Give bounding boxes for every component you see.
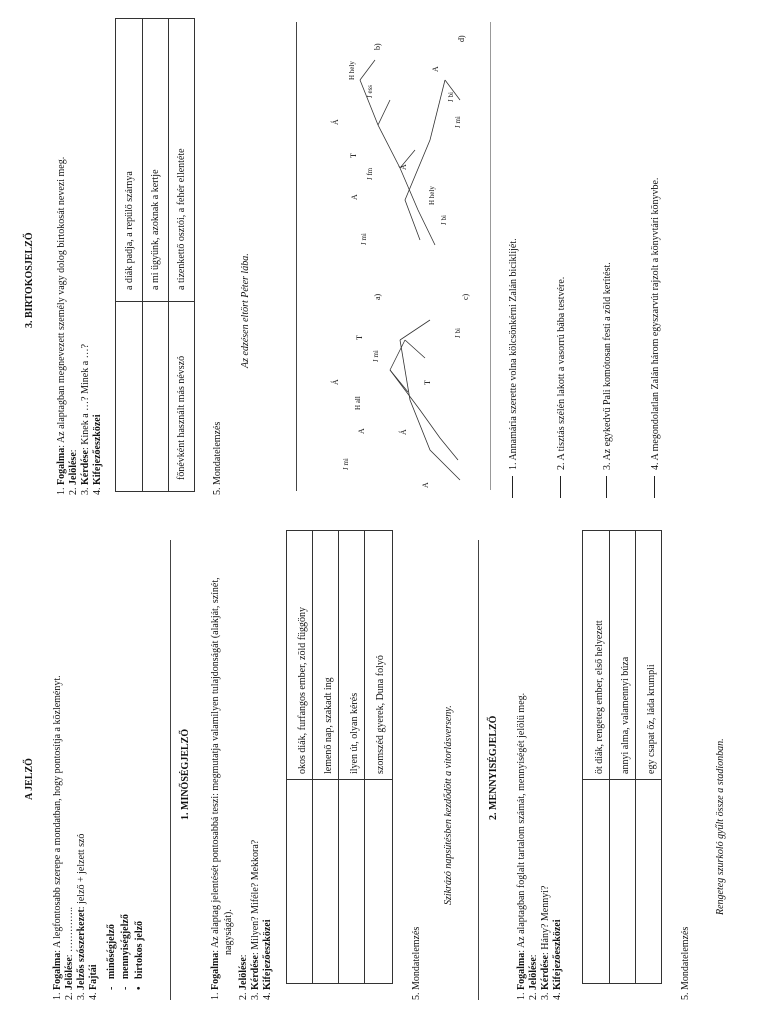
diag-tag: a)	[373, 293, 382, 300]
diag-label: J bi	[447, 92, 455, 102]
diag-tag: b)	[373, 43, 382, 50]
answer-line	[606, 476, 607, 498]
sec1-title: 1. MINŐSÉGJELZŐ	[180, 728, 191, 820]
sec1-item-1: 1. Fogalma: Az alaptag jelentését pontosabbá teszi: megmutatja valamilyen tulajdonságát (alakját, színét,	[210, 577, 221, 1000]
task-1: 1. Annamária szerette volna kölcsönkérni Zalán biciklijét.	[508, 238, 519, 470]
diag-tag: c)	[461, 293, 470, 300]
kind-2: - mennyiségjelző	[120, 914, 131, 990]
sec3-example: Az edzésen eltört Péter lába.	[240, 253, 251, 368]
main-title: A JELZŐ	[24, 758, 35, 800]
diag-label: J ess	[366, 84, 374, 98]
diag-label: A	[431, 66, 440, 72]
sec2-mondatelemzes: 5. Mondatelemzés	[680, 926, 691, 1000]
def-item-2: 2. Jelölése: …………..	[64, 906, 75, 1000]
sec3-item-2: 2. Jelölése:	[68, 449, 79, 495]
sec1-table-cell-2: lemenő nap, szakadt ing	[323, 677, 334, 774]
diag-label: J bi	[440, 215, 448, 225]
answer-line	[654, 476, 655, 498]
diag-label: J fm	[366, 167, 374, 180]
divider-end	[296, 490, 297, 491]
diag-label: H hely	[428, 186, 436, 205]
diag-label: T	[355, 335, 364, 340]
def-item-3: 3. Jelzős szószerkezet: jelző + jelzett szó	[76, 833, 87, 1000]
sec2-item-3: 3. Kérdése: Hány? Mennyi?	[540, 885, 551, 1000]
diagram-d	[405, 80, 460, 240]
diag-label: J mi	[454, 116, 462, 128]
sec1-item-4: 4. Kifejezőeszközei	[262, 919, 273, 1000]
sec1-table-cell-4: szomszéd gyerek, Duna folyó	[375, 655, 386, 774]
diag-label: Á	[331, 379, 340, 385]
diag-label: H hely	[348, 61, 356, 80]
diag-label: H all	[354, 396, 362, 410]
diag-label: A	[421, 482, 430, 488]
sec2-example: Rengeteg szurkoló gyűlt össze a stadionban.	[715, 738, 726, 915]
sec2-item-2: 2. Jelölése:	[528, 954, 539, 1000]
diag-label: Á	[399, 164, 408, 170]
sec3-table-cell-2: a mi ügyünk, azoknak a kertje	[150, 169, 161, 290]
def-item-1: 1. Fogalma: A legfontosabb szerepe a mondatban, hogy pontosítja a közleményt.	[52, 675, 63, 1000]
sec3-table-cell-3: a tizenkettő osztói, a fehér ellentéte	[176, 148, 187, 290]
kind-1: - minőségjelző	[106, 924, 117, 990]
sec1-table-cell-3: ilyen út, olyan kérés	[349, 692, 360, 774]
divider	[296, 22, 297, 490]
sec3-item-4: 4. Kifejezőeszközei	[92, 414, 103, 495]
diag-label: A	[357, 428, 366, 434]
sec3-title: 3. BIRTOKOSJELZŐ	[24, 232, 35, 328]
sec1-item-3: 3. Kérdése: Milyen? Miféle? Mekkora?	[250, 839, 261, 1000]
sec2-title: 2. MENNYISÉGJELZŐ	[488, 715, 499, 820]
diag-label: J mi	[360, 233, 368, 245]
sec2-item-4: 4. Kifejezőeszközei	[552, 919, 563, 1000]
diag-label: Á	[399, 429, 408, 435]
sec2-table-cell-1: öt diák, rengeteg ember, első helyezett	[594, 620, 605, 774]
kind-3: • birtokos jelző	[134, 920, 145, 990]
def-item-4: 4. Fajtái	[88, 964, 99, 1000]
diag-label: J mi	[372, 350, 380, 362]
diag-label: J bi	[454, 328, 462, 338]
sec2-table-cell-2: annyi alma, valamennyi búza	[620, 656, 631, 774]
diag-label: A	[350, 194, 359, 200]
sec1-table-cell-1: okos diák, furfangos ember, zöld függöny	[297, 606, 308, 774]
task-4: 4. A megondolatlan Zalán három egyszarvút rajzolt a könyvtári könyvbe.	[650, 177, 661, 470]
task-2: 2. A tisztás szélén lakott a vasorrú bába testvére.	[556, 276, 567, 470]
sec3-table-label: főnévként használt más névszó	[176, 355, 187, 480]
divider	[170, 540, 171, 1000]
sec3-mondatelemzes: 5. Mondatelemzés	[212, 421, 223, 495]
sec3-table-cell-1: a diák padja, a repülő szárnya	[124, 171, 135, 290]
parse-diagrams-2	[390, 20, 470, 490]
diag-label: Á	[331, 119, 340, 125]
sec1-mondatelemzes: 5. Mondatelemzés	[411, 926, 422, 1000]
sec3-item-1: 1. Fogalma: Az alaptagban megnevezett személy vagy dolog birtokosát nevezi meg.	[56, 156, 67, 495]
sec1-example: Szikrázó napsütésben kezdődött a vitorlásverseny.	[443, 705, 454, 905]
sec2-table-cell-3: egy csapat őz, láda krumpli	[646, 664, 657, 774]
diag-label: J mi	[342, 458, 350, 470]
diagram-c	[400, 320, 460, 480]
sec1-item-2: 2. Jelölése:	[238, 954, 249, 1000]
sec3-item-3: 3. Kérdése: Kinek a …? Minek a …?	[80, 343, 91, 495]
task-3: 3. Az egykedvű Pali komótosan festi a zöld kerítést.	[602, 262, 613, 470]
diag-label: T	[349, 153, 358, 158]
divider	[490, 22, 491, 490]
sec2-item-1: 1. Fogalma: Az alaptagban foglalt tartalom számát, mennyiségét jelölü meg.	[516, 692, 527, 1000]
diag-label: T	[423, 380, 432, 385]
sec1-item-1b: nagyságát).	[223, 909, 234, 955]
answer-line	[560, 476, 561, 498]
divider	[478, 540, 479, 1000]
diag-tag: d)	[457, 35, 466, 42]
answer-line	[512, 476, 513, 498]
